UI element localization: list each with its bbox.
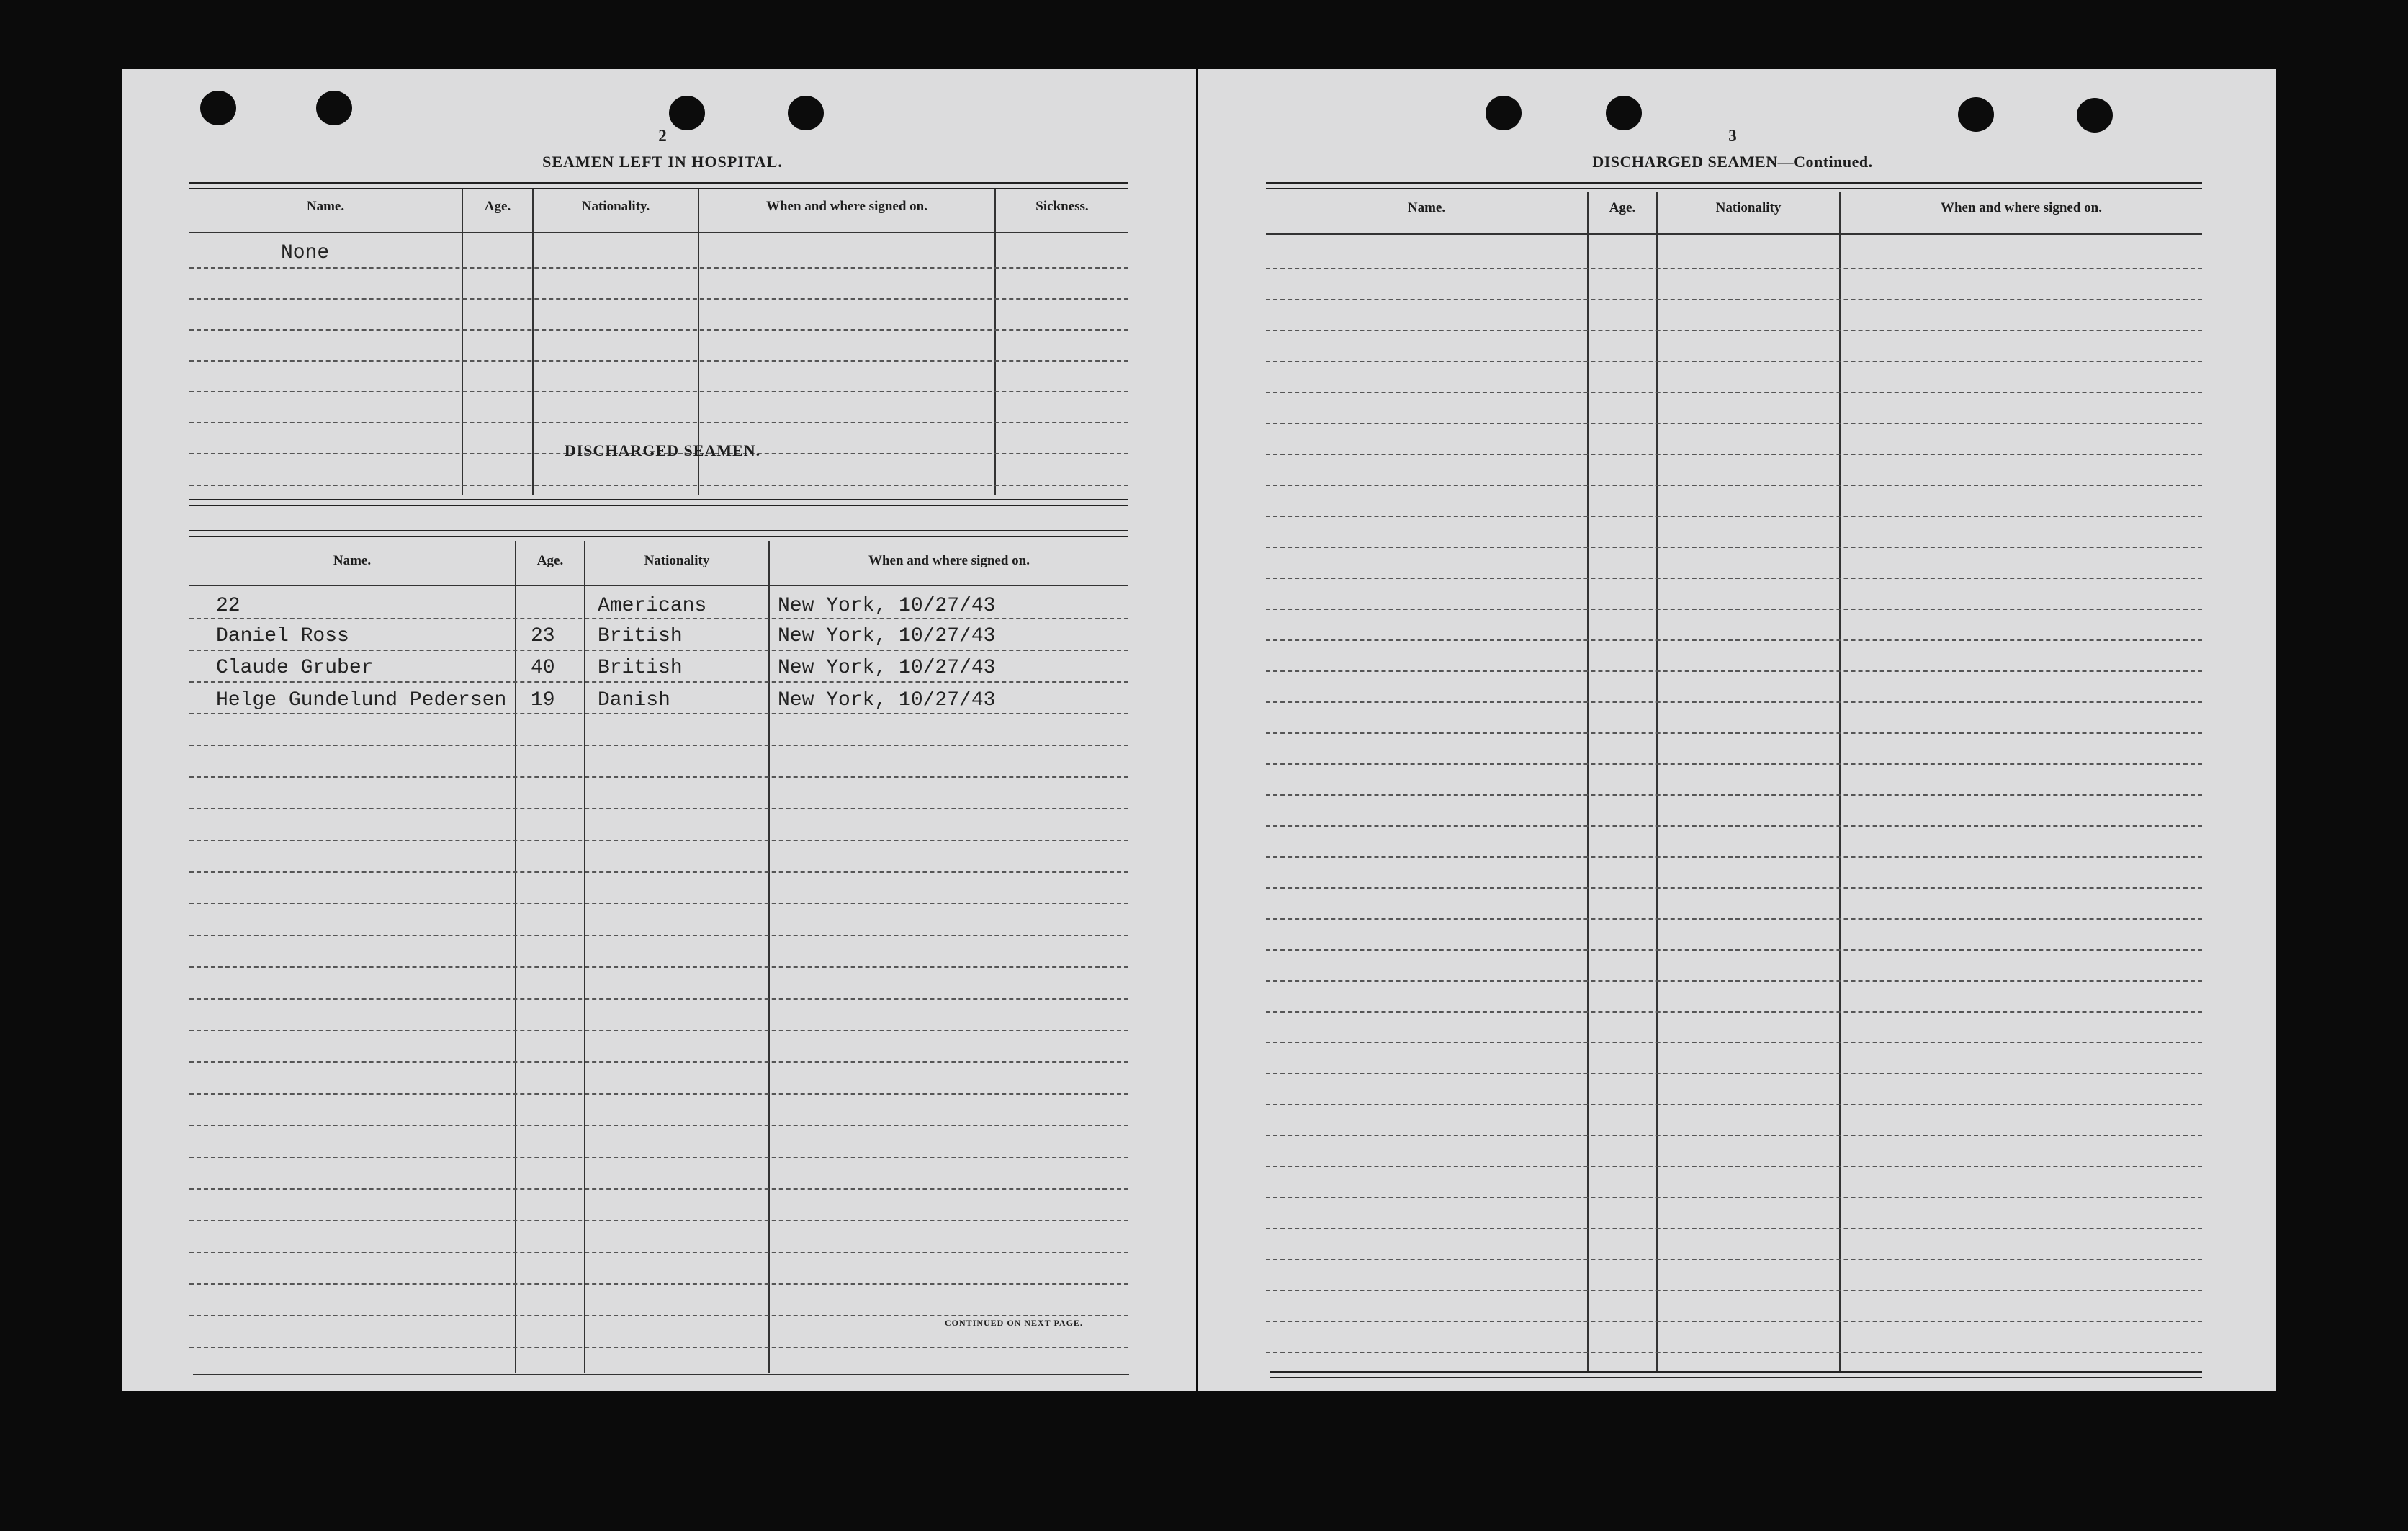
entry-line [189,1093,1128,1095]
entry-line [189,935,1128,936]
col-header-age: Age. [536,553,564,568]
entry-line [189,808,1128,809]
col-header-signed-on: When and where signed on. [765,199,927,214]
entry-line [1266,794,2202,796]
double-rule [189,499,1128,506]
column-rule [515,541,516,1373]
double-rule [189,182,1128,189]
discharged-continued-title: DISCHARGED SEAMEN—Continued. [1592,153,1873,171]
punch-hole [1958,97,1994,132]
row-age: 19 [531,689,555,711]
entry-line [189,329,1128,331]
column-rule [1587,192,1589,1373]
row-nationality: Danish [598,689,670,711]
entry-line [189,903,1128,904]
col-header-signed-on: When and where signed on. [1940,200,2102,215]
entry-line [1266,763,2202,765]
row-signed-on: New York, 10/27/43 [778,689,996,711]
entry-line [189,776,1128,778]
column-rule [768,541,770,1373]
entry-line [1266,980,2202,982]
col-header-nationality: Nationality [644,553,710,568]
entry-line [189,391,1128,392]
row-signed-on: New York, 10/27/43 [778,595,996,617]
entry-line [189,1061,1128,1063]
entry-line [1266,1290,2202,1291]
entry-line [1266,299,2202,300]
entry-line [1266,454,2202,455]
entry-line [189,998,1128,1000]
right-page [1198,69,2276,1391]
entry-line [1266,361,2202,362]
column-rule [1839,192,1841,1373]
entry-line [1266,1259,2202,1260]
entry-line [1266,1228,2202,1229]
col-header-age: Age. [484,199,511,214]
entry-line [1266,392,2202,393]
bottom-rule [193,1374,1129,1375]
row-nationality: Americans [598,595,707,617]
entry-line [1266,547,2202,548]
entry-line [1266,1135,2202,1136]
row-age: 23 [531,625,555,647]
discharged-section-title: DISCHARGED SEAMEN. [564,441,761,459]
column-rule [1656,192,1658,1373]
row-signed-on: New York, 10/27/43 [778,625,996,647]
entry-line [1266,887,2202,889]
entry-line [189,1030,1128,1031]
entry-line [189,1157,1128,1158]
col-header-name: Name. [306,199,345,214]
entry-line [1266,330,2202,331]
page-number: 2 [658,127,667,145]
entry-line [1266,516,2202,517]
entry-line [189,422,1128,423]
entry-line [1266,1352,2202,1353]
col-header-name: Name. [1407,200,1446,215]
row-name: Daniel Ross [216,625,349,647]
col-header-age: Age. [1609,200,1636,215]
entry-line [189,650,1128,651]
entry-line [189,1125,1128,1126]
entry-line [189,618,1128,619]
header-rule [189,232,1128,233]
entry-line [189,1315,1128,1316]
row-age: 40 [531,657,555,679]
entry-line [189,871,1128,873]
col-header-signed-on: When and where signed on. [868,553,1030,568]
hospital-section-title: SEAMEN LEFT IN HOSPITAL. [542,153,783,171]
entry-line [189,1220,1128,1221]
col-header-nationality: Nationality [1715,200,1782,215]
continued-footer: CONTINUED ON NEXT PAGE. [945,1318,1083,1328]
entry-line [189,360,1128,362]
punch-hole [316,91,352,125]
entry-line [1266,639,2202,641]
entry-line [1266,918,2202,920]
punch-hole [669,96,705,130]
column-rule [584,541,585,1373]
entry-line [1266,1166,2202,1167]
column-rule [994,189,996,495]
bottom-double-rule [1270,1371,2202,1378]
col-header-name: Name. [333,553,372,568]
entry-line [1266,1197,2202,1198]
entry-line [189,745,1128,746]
entry-line [1266,670,2202,672]
entry-line [1266,701,2202,703]
entry-line [189,1188,1128,1190]
punch-hole [1486,96,1522,130]
col-header-nationality: Nationality. [581,199,650,214]
punch-hole [200,91,236,125]
row-name: Claude Gruber [216,657,374,679]
entry-line [189,966,1128,968]
hospital-entry: None [281,242,330,264]
punch-hole [2077,98,2113,133]
col-header-sickness: Sickness. [1035,199,1089,214]
entry-line [189,681,1128,683]
entry-line [1266,949,2202,951]
entry-line [1266,1011,2202,1013]
punch-hole [788,96,824,130]
entry-line [1266,825,2202,827]
double-rule [189,530,1128,537]
entry-line [189,840,1128,841]
entry-line [189,713,1128,714]
entry-line [1266,268,2202,269]
entry-line [1266,1104,2202,1105]
entry-line [1266,856,2202,858]
page-number: 3 [1728,127,1737,145]
entry-line [1266,423,2202,424]
entry-line [1266,485,2202,486]
header-rule [1266,233,2202,235]
entry-line [1266,609,2202,610]
entry-line [1266,1321,2202,1322]
entry-line [1266,578,2202,579]
entry-line [189,1252,1128,1253]
row-name: 22 [216,595,241,617]
double-rule [1266,182,2202,189]
entry-line [189,1283,1128,1285]
entry-line [1266,1073,2202,1074]
left-page [122,69,1196,1391]
entry-line [189,267,1128,269]
entry-line [1266,1042,2202,1043]
entry-line [1266,732,2202,734]
header-rule [189,585,1128,586]
entry-line [189,1347,1128,1348]
entry-line [189,485,1128,486]
row-nationality: British [598,657,683,679]
row-name: Helge Gundelund Pedersen [216,689,507,711]
row-signed-on: New York, 10/27/43 [778,657,996,679]
row-nationality: British [598,625,683,647]
punch-hole [1606,96,1642,130]
entry-line [189,298,1128,300]
